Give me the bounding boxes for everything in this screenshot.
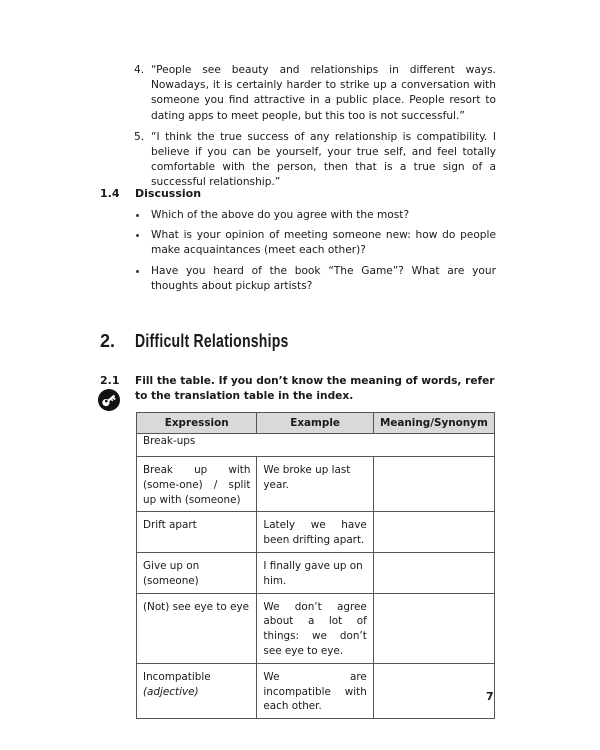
quote-number: 5.	[134, 130, 145, 143]
meaning-cell[interactable]	[373, 552, 494, 593]
expression-text: Incompatible	[143, 670, 211, 683]
bullet-icon	[136, 234, 139, 237]
page-number: 7	[486, 690, 494, 703]
key-icon	[98, 389, 120, 411]
expression-cell	[137, 663, 257, 718]
example-cell: We broke up last year.	[257, 457, 373, 512]
numbered-quotes	[134, 63, 496, 197]
meaning-cell[interactable]	[373, 663, 494, 718]
quote-text: “People see beauty and relationships in different ways. Nowadays, it is certainly harder to strike up a conversation with someone you find attractive in a public place. People resort to dating apps to meet people, but this too is not successful.”	[151, 64, 496, 122]
table-row	[137, 663, 495, 718]
expression-cell: Break up with (some-one) / split up with (someone)	[137, 457, 257, 512]
table-header-row	[137, 413, 495, 434]
quote-item	[134, 63, 496, 124]
example-cell: Lately we have been drifting apart.	[257, 512, 373, 553]
exercise-instruction: Fill the table. If you don’t know the meaning of words, refer to the translation table in the index.	[135, 375, 495, 403]
meaning-cell[interactable]	[373, 457, 494, 512]
meaning-cell[interactable]	[373, 512, 494, 553]
quote-number: 4.	[134, 64, 145, 76]
list-item-text: What is your opinion of meeting someone new: how do people make acquaintances (meet each other)?	[151, 229, 496, 257]
list-item-text: Which of the above do you agree with the most?	[151, 209, 410, 221]
chapter-number: 2.	[100, 331, 116, 351]
section-title: Discussion	[135, 187, 202, 200]
section-number: 2.1	[100, 374, 120, 387]
quote-text: “I think the true success of any relationship is compatibility. I believe if you can be yourself, your true self, and feel totally comfortable with the person, then that is a true sign of a successful relationship.”	[151, 130, 496, 189]
expression-cell: (Not) see eye to eye	[137, 593, 257, 663]
expression-cell: Drift apart	[137, 512, 257, 553]
table-row	[137, 457, 495, 512]
table-row	[137, 512, 495, 553]
list-item-text: Have you heard of the book “The Game”? What are your thoughts about pickup artists?	[151, 264, 496, 292]
meaning-cell[interactable]	[373, 593, 494, 663]
column-header: Meaning/Synonym	[373, 413, 494, 434]
expressions-table	[136, 412, 495, 719]
bullet-icon	[136, 214, 139, 217]
column-header: Example	[257, 413, 373, 434]
list-item	[135, 228, 496, 258]
bullet-icon	[136, 270, 139, 273]
section-number: 1.4	[100, 187, 120, 200]
table-row	[137, 593, 495, 663]
expression-note: (adjective)	[143, 685, 199, 698]
table-group-row	[137, 434, 495, 457]
quote-item	[134, 130, 496, 191]
example-cell: I finally gave up on him.	[257, 552, 373, 593]
expression-cell: Give up on (someone)	[137, 552, 257, 593]
column-header: Expression	[137, 413, 257, 434]
list-item	[135, 208, 496, 223]
list-item	[135, 264, 496, 294]
table-row	[137, 552, 495, 593]
discussion-list	[135, 208, 496, 299]
chapter-title: Difficult Relationships	[135, 331, 289, 351]
example-cell: We don’t agree about a lot of things: we don’t see eye to eye.	[257, 593, 373, 663]
example-cell: We are incompatible with each other.	[257, 663, 373, 718]
group-label: Break-ups	[137, 434, 495, 457]
